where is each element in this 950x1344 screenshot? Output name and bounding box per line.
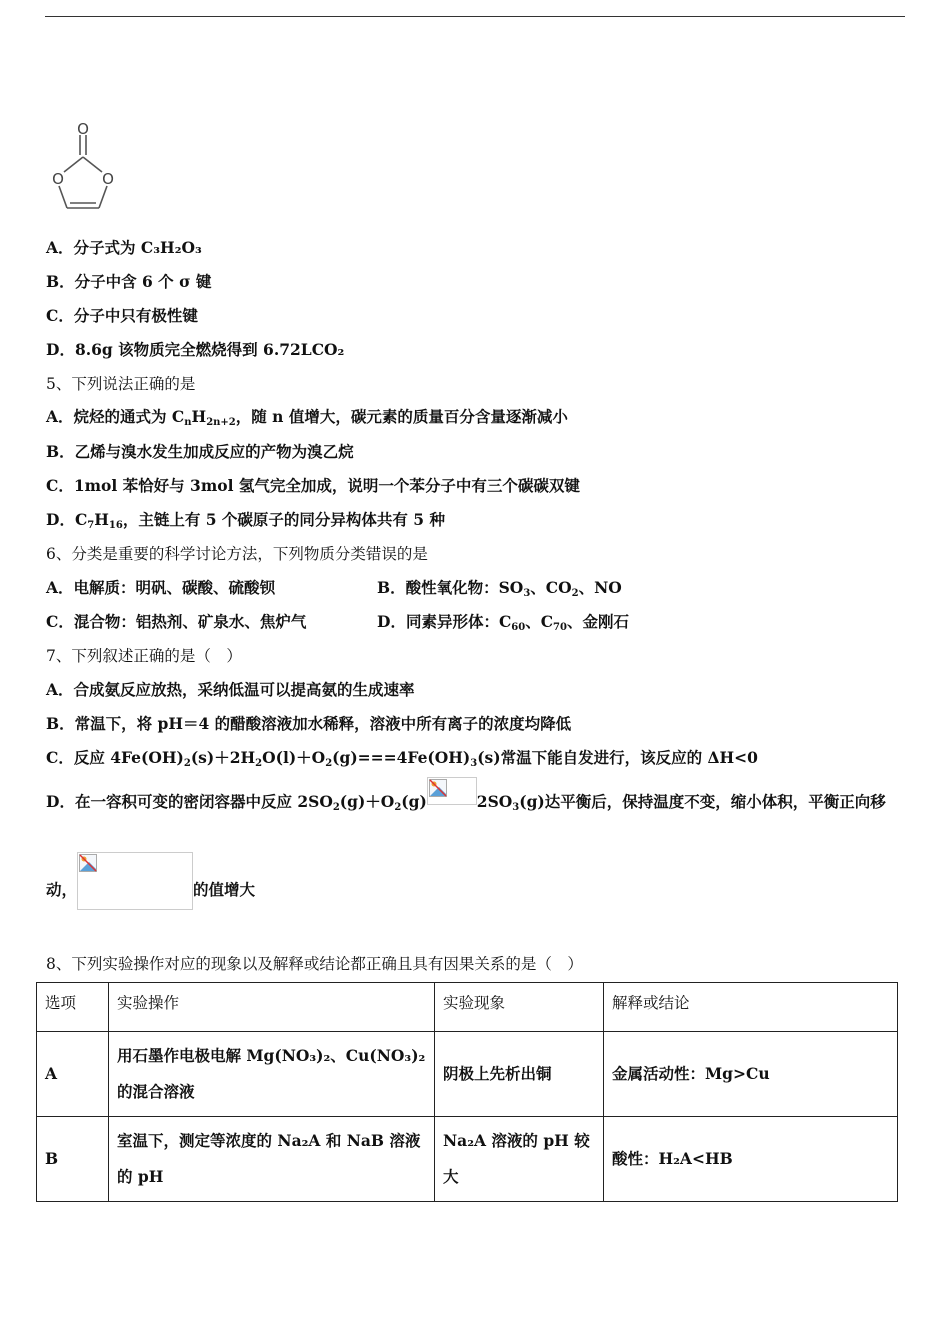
header-rule (45, 16, 905, 17)
q7-option-d: D．在一容积可变的密闭容器中反应 $2SO_2(g)+O_2(g)$ $2SO_3(g)$达平衡后，保持温度不变，缩小体积，平衡正向移 (46, 780, 886, 824)
q4-option-b: B．分子中含 6 个 σ 键 (46, 272, 212, 291)
table-header-cell: 选项 (37, 983, 109, 1032)
equilibrium-arrow-image-placeholder (427, 777, 477, 805)
svg-text:O: O (102, 170, 114, 188)
table-cell: 阴极上先析出铜 (435, 1032, 604, 1117)
table-cell: 室温下，测定等浓度的 Na₂A 和 NaB 溶液的 pH (109, 1117, 435, 1202)
q7-option-b: B．常温下，将 pH＝4 的醋酸溶液加水稀释，溶液中所有离子的浓度均降低 (46, 714, 572, 733)
table-cell: Na₂A 溶液的 pH 较大 (435, 1117, 604, 1202)
q8-table (36, 982, 898, 1202)
q4-option-c: C．分子中只有极性键 (46, 306, 198, 325)
table-header-cell: 解释或结论 (604, 983, 898, 1032)
table-header-cell: 实验现象 (435, 983, 604, 1032)
svg-text:O: O (77, 120, 89, 138)
table-row (37, 1032, 898, 1117)
q6-option-c: C．混合物：铝热剂、矿泉水、焦炉气 (46, 612, 307, 631)
table-header-row (37, 983, 898, 1032)
q5-stem: 5、下列说法正确的是 (46, 375, 196, 393)
table-cell: A (37, 1032, 109, 1117)
svg-text:O: O (52, 170, 64, 188)
table-cell: 用石墨作电极电解 Mg(NO₃)₂、Cu(NO₃)₂的混合溶液 (109, 1032, 435, 1117)
q6-stem: 6、分类是重要的科学讨论方法，下列物质分类错误的是 (46, 545, 428, 563)
q7-option-a: A．合成氨反应放热，采纳低温可以提高氨的生成速率 (46, 680, 415, 699)
q4-option-a: A．分子式为 C₃H₂O₃ (46, 238, 202, 257)
table-row (37, 1117, 898, 1202)
q8-stem: 8、下列实验操作对应的现象以及解释或结论都正确且具有因果关系的是（ ） (46, 955, 583, 973)
table-cell: B (37, 1117, 109, 1202)
q6-option-a: A．电解质：明矾、碳酸、硫酸钡 (46, 578, 276, 597)
q5-option-b: B．乙烯与溴水发生加成反应的产物为溴乙烷 (46, 442, 354, 461)
table-cell: 酸性：H₂A<HB (604, 1117, 898, 1202)
q7-option-d-cont: 动， 的值增大 (46, 862, 255, 920)
q6-option-d: D．同素异形体：$C_{60}$、$C_{70}$、金刚石 (377, 612, 629, 633)
table-header-cell: 实验操作 (109, 983, 435, 1032)
cyclic-carbonate-structure (42, 118, 124, 218)
ratio-expression-image-placeholder (77, 852, 193, 910)
q5-option-d: D．$C_7H_{16}$，主链上有 5 个碳原子的同分异构体共有 5 种 (46, 510, 445, 531)
q6-option-b: B．酸性氧化物：$SO_3$、$CO_2$、NO (377, 578, 622, 599)
q4-option-d: D．8.6g 该物质完全燃烧得到 6.72LCO₂ (46, 340, 345, 359)
q5-option-a: A．烷烃的通式为 $C_nH_{2n+2}$，随 n 值增大，碳元素的质量百分含量逐渐减小 (46, 407, 568, 428)
table-cell: 金属活动性：Mg>Cu (604, 1032, 898, 1117)
q5-option-c: C．1mol 苯恰好与 3mol 氢气完全加成，说明一个苯分子中有三个碳碳双键 (46, 476, 580, 495)
q7-option-c: C．反应 $4Fe(OH)_2(s)+2H_2O(l)+O_2(g)===4Fe(OH)_3(s)$常温下能自发进行，该反应的 ΔH<0 (46, 748, 758, 769)
q7-stem: 7、下列叙述正确的是（ ） (46, 647, 242, 665)
